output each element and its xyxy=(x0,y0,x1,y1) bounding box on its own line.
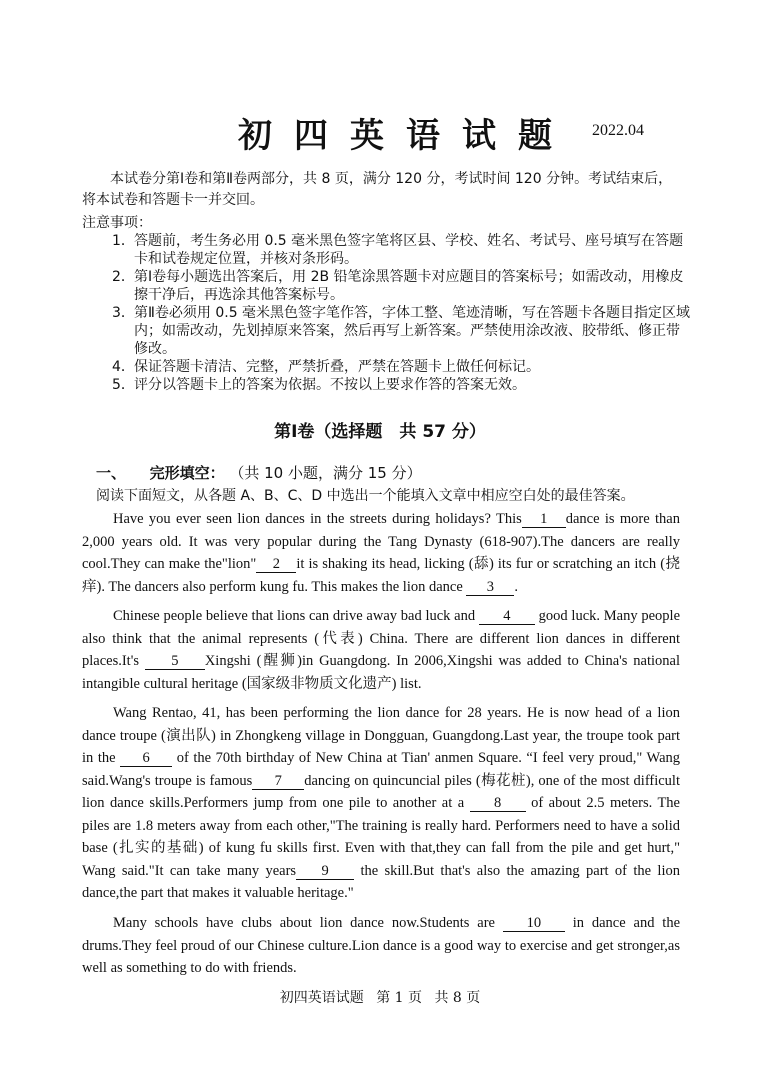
footer-page-number: 第 1 页 xyxy=(376,990,422,1006)
passage-paragraph-4 xyxy=(82,912,680,980)
passage-paragraph-1 xyxy=(82,508,680,598)
section-title: 第Ⅰ卷（选择题 共 57 分） xyxy=(274,422,486,442)
passage-text: Many schools have clubs about lion dance now.Students are xyxy=(113,915,495,931)
blank-8: 8 xyxy=(470,795,526,812)
passage-paragraph-3 xyxy=(82,702,680,905)
note-text: 答题前，考生务必用 0.5 毫米黑色签字笔将区县、学校、姓名、考试号、座号填写在答题卡和试卷规定位置，并核对条形码。 xyxy=(134,233,684,267)
passage-text: dancing on quincuncial piles (梅花桩), one of the most difficult lion dance skills.Performers jump from one pile to another at a xyxy=(82,772,680,811)
part-number: 一、 xyxy=(96,464,127,482)
note-item xyxy=(112,358,692,376)
passage-text: it is shaking its head, licking (舔) its fur or scratching an itch (挠痒). The dancers also perform kung fu. This makes the lion dance xyxy=(82,556,680,595)
note-number: 3． xyxy=(112,305,135,321)
passage-text: . xyxy=(514,578,519,595)
note-text: 保证答题卡清洁、完整，严禁折叠，严禁在答题卡上做任何标记。 xyxy=(134,359,540,375)
exam-title: 初四英语试题 xyxy=(238,116,574,156)
note-number: 2． xyxy=(112,269,135,285)
note-text: 第Ⅰ卷每小题选出答案后，用 2B 铅笔涂黑答题卡对应题目的答案标号；如需改动，用橡皮擦干净后，再选涂其他答案标号。 xyxy=(134,269,684,303)
passage-text: of about 2.5 meters. The piles are 1.8 meters away from each other,"The training is really hard. Performers need to have a solid base (扎实的基础) of kung fu skills first. Even with that,they can fall from the pile and get hurt," Wang said."It can take many years xyxy=(82,795,680,879)
passage-text: the skill.But that's also the amazing part of the lion dance,the part that makes it valuable heritage." xyxy=(82,862,680,901)
note-item xyxy=(112,268,692,304)
notes-list xyxy=(112,232,692,394)
notes-heading: 注意事项： xyxy=(82,215,152,231)
blank-10: 10 xyxy=(503,915,565,932)
blank-9: 9 xyxy=(296,863,354,880)
exam-date: 2022.04 xyxy=(592,122,644,139)
part-heading xyxy=(96,462,422,483)
blank-6: 6 xyxy=(120,750,172,767)
passage-text: Chinese people believe that lions can drive away bad luck and xyxy=(113,608,476,624)
blank-2: 2 xyxy=(256,556,296,573)
blank-7: 7 xyxy=(252,773,304,790)
part-detail: （共 10 小题，满分 15 分） xyxy=(229,464,422,482)
title-row xyxy=(0,108,760,156)
blank-5: 5 xyxy=(145,653,205,670)
passage-text: in dance and the drums.They feel proud of our Chinese culture.Lion dance is a good way to exercise and get stronger,as well as something to do with friends. xyxy=(82,915,681,976)
page-footer xyxy=(0,987,760,1007)
note-text: 第Ⅱ卷必须用 0.5 毫米黑色签字笔作答，字体工整、笔迹清晰，写在答题卡各题目指定区域内；如需改动，先划掉原来答案，然后再写上新答案。严禁使用涂改液、胶带纸、修正带修改。 xyxy=(134,305,691,357)
part-instruction: 阅读下面短文，从各题 A、B、C、D 中选出一个能填入文章中相应空白处的最佳答案。 xyxy=(96,488,635,504)
passage-text: Have you ever seen lion dances in the streets during holidays? This xyxy=(113,511,522,527)
blank-4: 4 xyxy=(479,608,535,625)
passage-text: Xingshi (醒狮)in Guangdong. In 2006,Xingshi was added to China's national intangible cultural heritage (国家级非物质文化遗产) list. xyxy=(82,653,680,692)
passage-text: of the 70th birthday of New China at Tian' anmen Square. “I feel very proud," Wang said.Wang's troupe is famous xyxy=(82,750,681,789)
blank-1: 1 xyxy=(522,511,566,528)
part-name: 完形填空： xyxy=(149,464,225,482)
passage-paragraph-2 xyxy=(82,605,680,695)
note-number: 5． xyxy=(112,377,135,393)
footer-total-pages: 共 8 页 xyxy=(434,990,481,1006)
note-number: 1． xyxy=(112,233,135,249)
intro-line-2: 将本试卷和答题卡一并交回。 xyxy=(82,192,264,208)
intro-line-1: 本试卷分第Ⅰ卷和第Ⅱ卷两部分，共 8 页，满分 120 分，考试时间 120 分钟。考试结束后， xyxy=(110,171,673,187)
blank-3: 3 xyxy=(466,579,514,596)
intro-text xyxy=(82,169,688,211)
note-item xyxy=(112,304,692,358)
note-text: 评分以答题卡上的答案为依据。不按以上要求作答的答案无效。 xyxy=(134,377,526,393)
passage-text: good luck. Many people also think that the animal represents (代表) China. There are different lion dances in different places.It's xyxy=(82,608,681,669)
note-item xyxy=(112,376,692,394)
note-item xyxy=(112,232,692,268)
note-number: 4． xyxy=(112,359,135,375)
footer-exam-name: 初四英语试题 xyxy=(279,990,364,1006)
passage-text: Wang Rentao, 41, has been performing the lion dance for 28 years. He is now head of a lion dance troupe (演出队) in Zhongkeng village in Dongguan, Guangdong.Last year, the troupe took part in the xyxy=(82,705,680,766)
passage-text: dance is more than 2,000 years old. It was very popular during the Tang Dynasty (618-907).The dancers are really cool.They can make the"lion" xyxy=(82,511,680,572)
